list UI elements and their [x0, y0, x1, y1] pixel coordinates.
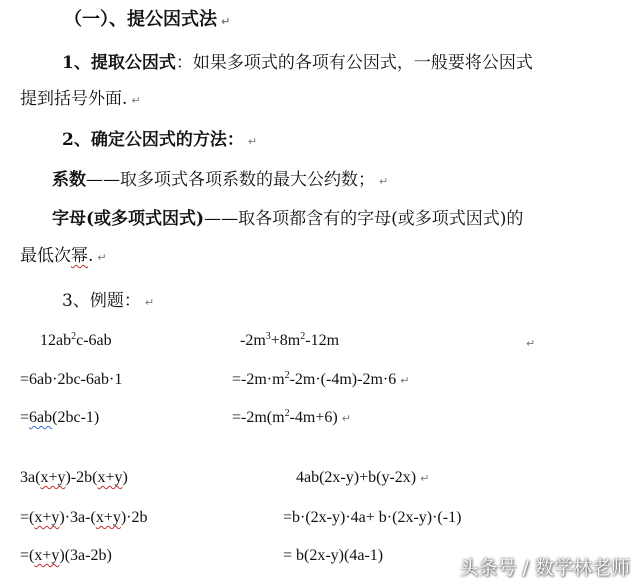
ex2-l2-a: =-2m·m	[232, 371, 285, 388]
example-3-line-3	[20, 545, 112, 567]
paragraph-mark: ↵	[131, 94, 141, 107]
ex2-l2-b: -2m·(-4m)-2m·6	[289, 371, 397, 388]
ex1-l1-a: 12ab	[40, 332, 72, 349]
paragraph-mark: ↵	[420, 472, 430, 485]
ex3-l2-u2: x+y	[95, 509, 121, 526]
example-4-line-2	[283, 507, 461, 529]
ex1-l2: =6ab·2bc-6ab·1	[20, 371, 123, 388]
example-4-line-1	[296, 467, 429, 490]
ex2-l1-s1: 3	[265, 331, 271, 342]
ex1-l3-underlined: 6ab	[29, 409, 53, 426]
ex1-l1-sup: 2	[71, 331, 77, 342]
ex3-l2-a: =(	[20, 509, 35, 526]
paragraph-mark: ↵	[400, 374, 410, 387]
paragraph-4-text-2c: .	[88, 246, 94, 266]
example-2-line-1	[240, 330, 339, 352]
paragraph-mark: ↵	[97, 251, 107, 264]
ex2-l3-sup: 2	[284, 408, 290, 419]
ex3-l1-u2: x+y	[97, 469, 123, 486]
ex3-l2-b: )·3a-(	[59, 509, 96, 526]
ex3-l3-b: )(3a-2b)	[59, 547, 112, 564]
ex2-l1-b: +8m	[270, 332, 301, 349]
ex3-l3-a: =(	[20, 547, 35, 564]
watermark: 头条号 / 数学林老师	[459, 557, 630, 579]
paragraph-4-line-2	[20, 245, 107, 269]
paragraph-1-line-1	[62, 52, 533, 74]
example-1-line-1	[40, 330, 112, 352]
term-coefficient: 系数	[52, 170, 86, 190]
example-3-line-2	[20, 507, 148, 529]
paragraph-4-text-1: ——取各项都含有的字母(或多项式因式)的	[204, 209, 524, 229]
examples-label: 3、例题：	[62, 291, 141, 311]
ex3-l2-c: )·2b	[120, 509, 148, 526]
heading-text: （一）、提公因式法	[64, 9, 217, 30]
paragraph-mark: ↵	[221, 15, 231, 28]
paragraph-mark: ↵	[144, 296, 155, 309]
paragraph-3-text: ——取多项式各项系数的最大公约数；	[86, 170, 375, 190]
ex2-l3-a: =-2m(m	[232, 409, 285, 426]
ex4-l1: 4ab(2x-y)+b(y-2x)	[296, 469, 417, 486]
term-extract-common-factor: 1、提取公因式	[62, 53, 176, 73]
ex3-l1-b: )-2b(	[65, 469, 98, 486]
paragraph-1-text-2: 提到括号外面.	[20, 89, 128, 109]
example-1-line-2	[20, 369, 122, 391]
paragraph-4-line-1	[52, 208, 523, 230]
paragraph-mark: ↵	[341, 412, 351, 425]
ex2-l2-sup: 2	[284, 370, 290, 381]
heading	[64, 9, 230, 33]
ex2-l3-b: -4m+6)	[289, 409, 338, 426]
ex1-l3-eq: =	[20, 409, 30, 426]
ex1-l3-rest: (2bc-1)	[52, 409, 100, 426]
ex3-l3-u1: x+y	[34, 547, 60, 564]
example-3-line-1	[20, 467, 128, 489]
paragraph-1-line-2	[20, 88, 141, 112]
paragraph-4-text-2b: 幂	[71, 246, 88, 266]
ex1-l1-b: c-6ab	[76, 332, 112, 349]
paragraph-mark: ↵	[247, 135, 258, 148]
ex3-l1-c: )	[122, 469, 128, 486]
paragraph-5	[62, 290, 154, 314]
paragraph-4-text-2a: 最低次	[20, 246, 71, 266]
paragraph-mark: ↵	[526, 337, 536, 350]
ex2-l1-a: -2m	[240, 332, 266, 349]
paragraph-2	[62, 129, 257, 153]
ex3-l2-u1: x+y	[34, 509, 60, 526]
ex3-l1-a: 3a(	[20, 469, 41, 486]
ex2-l1-s2: 2	[300, 331, 306, 342]
paragraph-mark: ↵	[379, 175, 389, 188]
example-2-line-2	[232, 369, 409, 392]
ex4-l3: = b(2x-y)(4a-1)	[283, 547, 384, 564]
term-method: 2、确定公因式的方法：	[62, 130, 244, 150]
ex2-l1-c: -12m	[305, 332, 340, 349]
example-2-line-3	[232, 407, 351, 430]
term-letter: 字母(或多项式因式)	[52, 209, 205, 229]
paragraph-1-text-1: ：如果多项式的各项有公因式，一般要将公因式	[175, 53, 533, 73]
example-1-line-3	[20, 407, 99, 429]
ex3-l1-u1: x+y	[40, 469, 66, 486]
paragraph-3	[52, 169, 388, 193]
example-4-line-3	[283, 545, 383, 567]
ex4-l2: =b·(2x-y)·4a+ b·(2x-y)·(-1)	[283, 509, 462, 526]
